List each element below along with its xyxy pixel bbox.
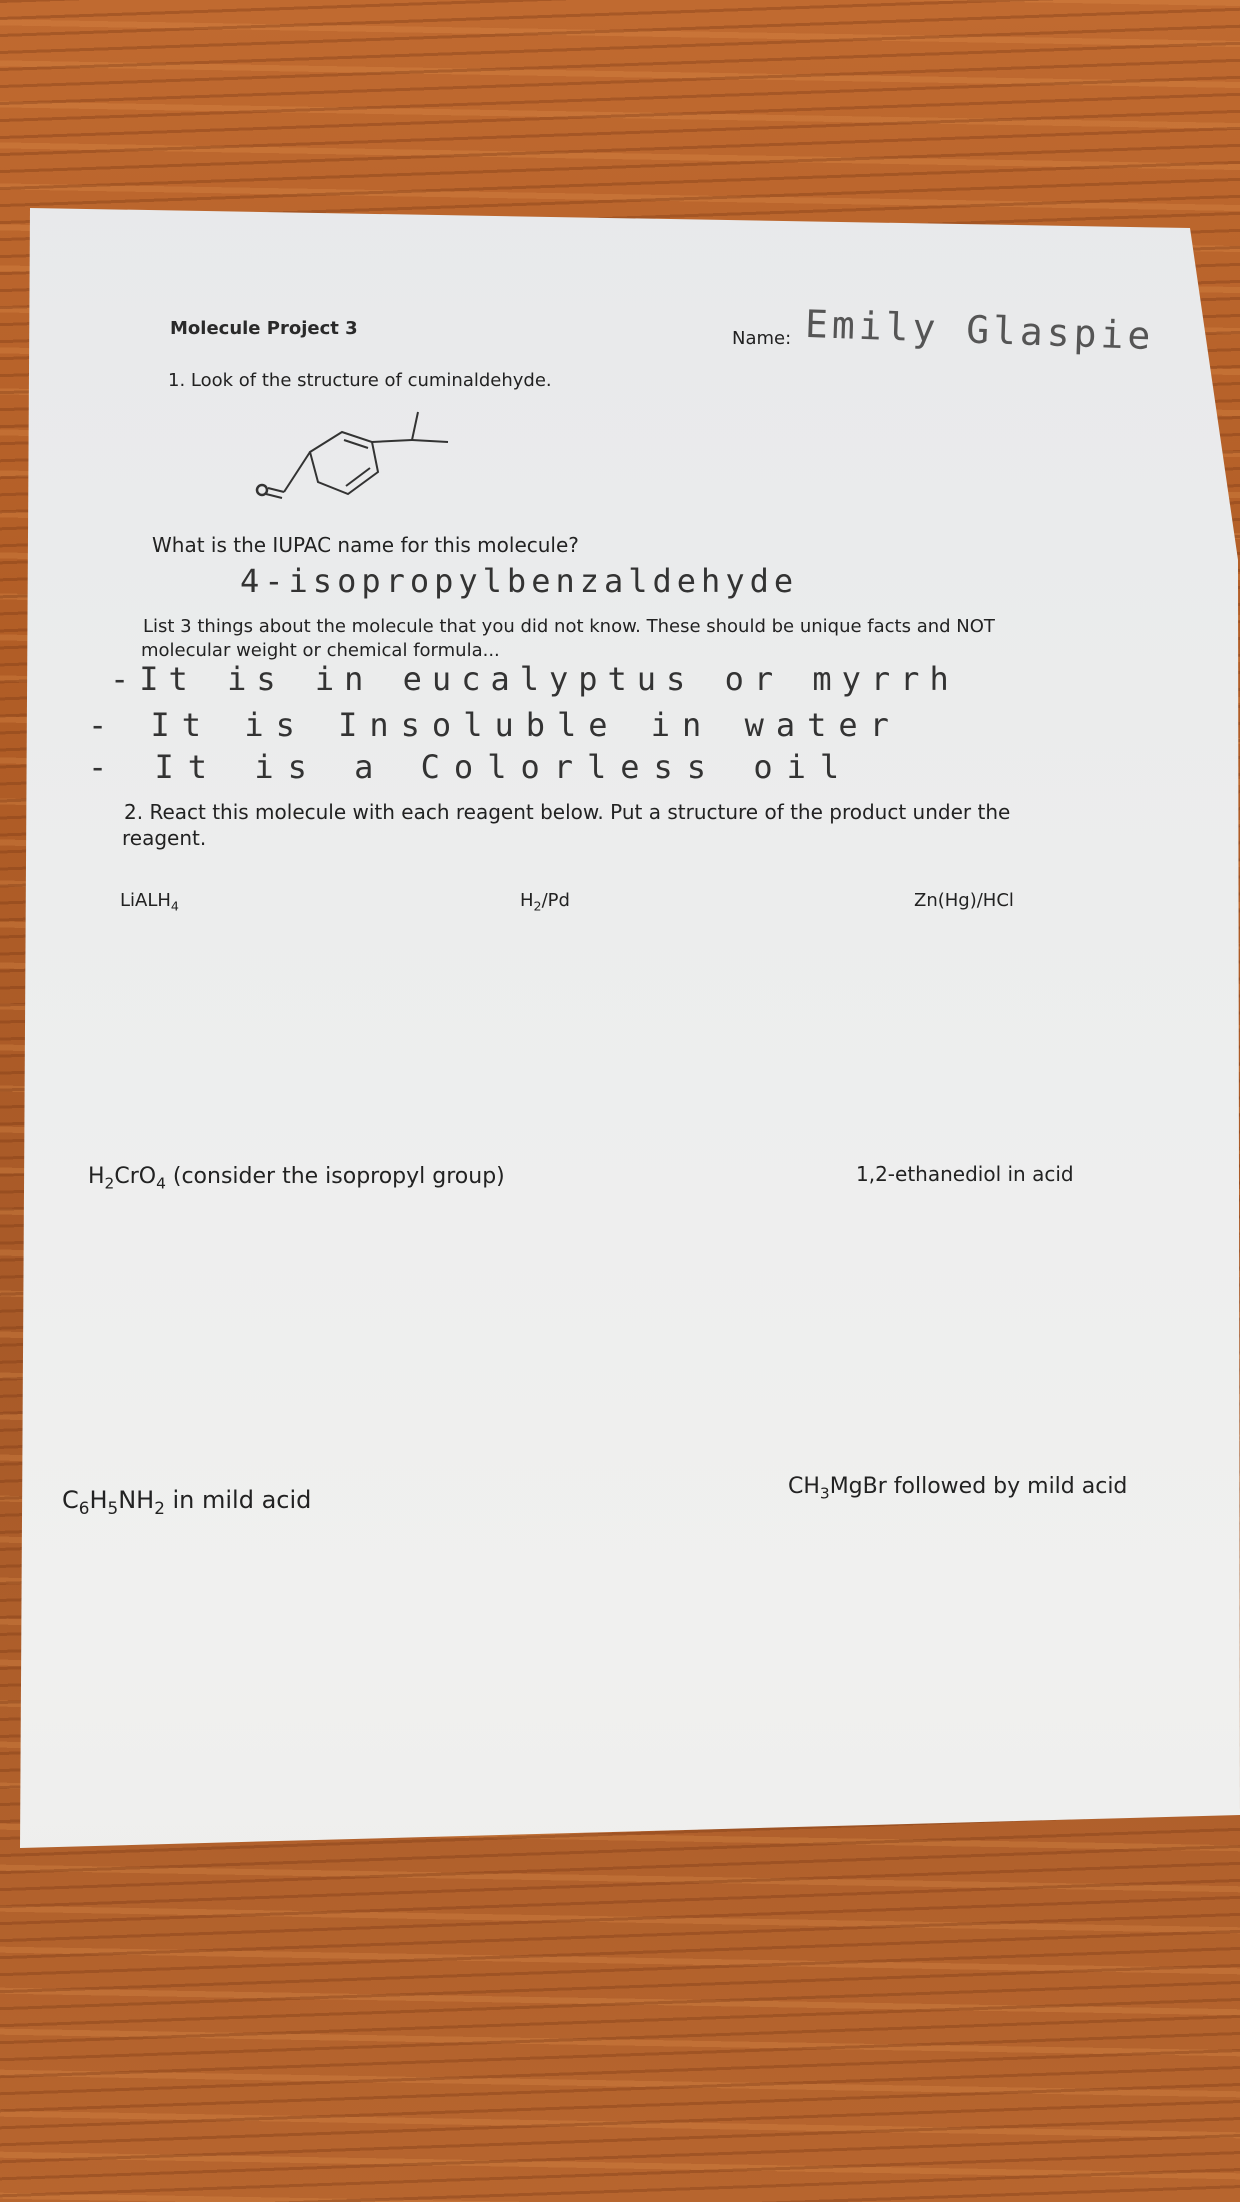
reagent-grignard: $CH_3MgBr$ followed by mild acid bbox=[788, 1474, 1128, 1503]
reagent-lialh4: LiALH$_4$ bbox=[120, 890, 179, 914]
fact-1: -It is in eucalyptus or myrrh bbox=[110, 660, 959, 698]
reagent-ethanediol: 1,2-ethanediol in acid bbox=[856, 1162, 1074, 1186]
iupac-prompt: What is the IUPAC name for this molecule? bbox=[152, 533, 579, 557]
name-label: Name: bbox=[732, 328, 792, 349]
student-name: Emily Glaspie bbox=[804, 301, 1156, 359]
facts-prompt-line2: molecular weight or chemical formula... bbox=[141, 640, 500, 661]
worksheet-title: Molecule Project 3 bbox=[170, 318, 358, 339]
iupac-answer: 4-isopropylbenzaldehyde bbox=[240, 562, 799, 600]
reagent-aniline: $C_6H_5NH_2$ in mild acid bbox=[62, 1486, 312, 1518]
reagent-zn-hg-hcl: Zn(Hg)/HCl bbox=[914, 890, 1014, 911]
fact-3: - It is a Colorless oil bbox=[88, 748, 854, 786]
reagent-h2cro4: $H_2CrO_4$ (consider the isopropyl group) bbox=[88, 1164, 505, 1193]
reagent-h2-pd: $H_2/Pd$ bbox=[520, 890, 570, 914]
cuminaldehyde-structure bbox=[260, 400, 500, 520]
facts-prompt-line1: List 3 things about the molecule that you did not know. These should be unique facts and NOT bbox=[143, 616, 995, 637]
fact-2: - It is Insoluble in water bbox=[88, 706, 901, 744]
q1-prompt: 1. Look of the structure of cuminaldehyde. bbox=[168, 370, 552, 391]
q2-prompt-line2: reagent. bbox=[122, 826, 207, 850]
q2-prompt-line1: 2. React this molecule with each reagent below. Put a structure of the product under the bbox=[124, 800, 1011, 824]
